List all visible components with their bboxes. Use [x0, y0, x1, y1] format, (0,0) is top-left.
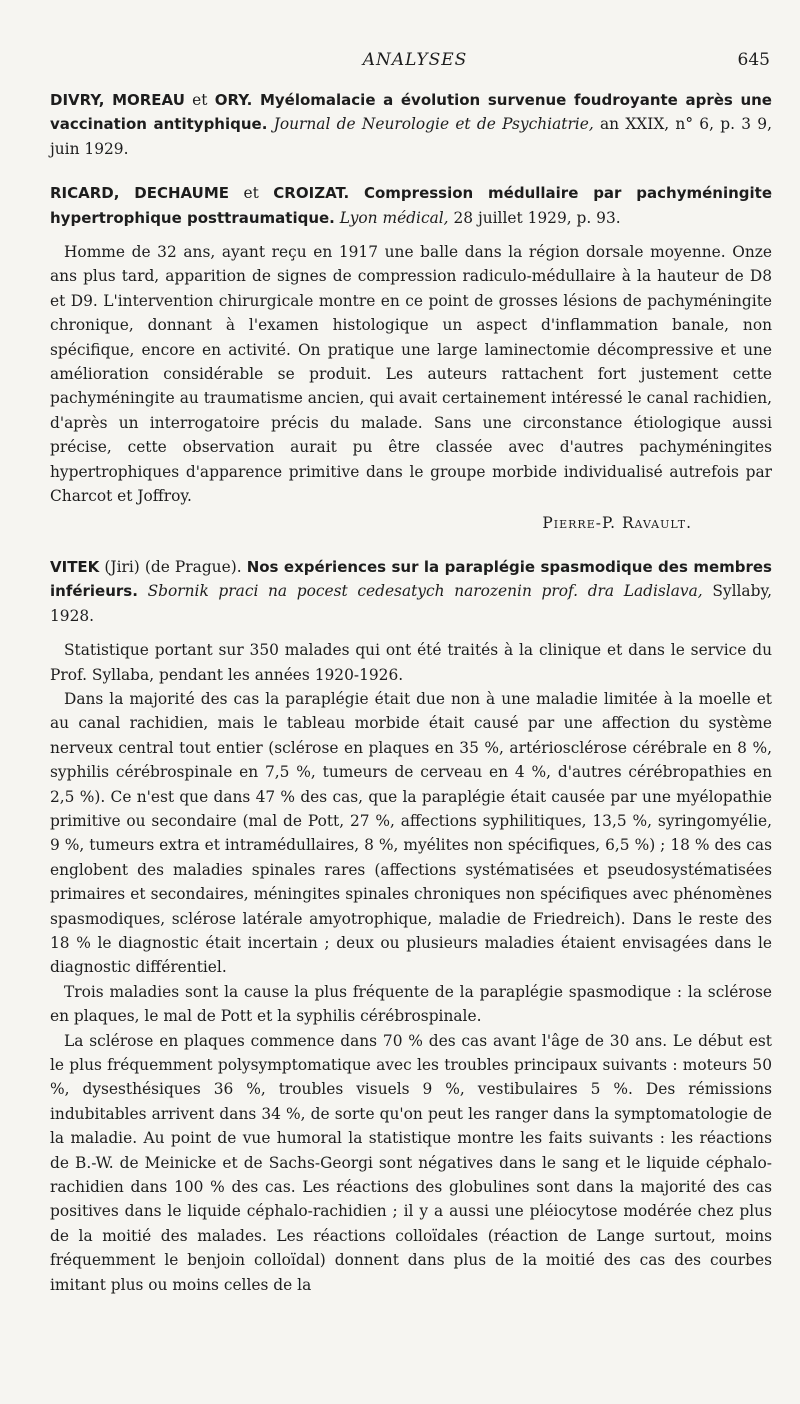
body-paragraph: La sclérose en plaques commence dans 70 % des cas avant l'âge de 30 ans. Le début est le plus fréquemment polysymptomatique avec les troubles principaux suivants : moteurs 50 %, dysesthésiques 36 %, troubles visuels 9 %, vestibulaires 5 %. Des rémissions indubitables arrivent dans 34 %, de sorte qu'on peut les ranger dans la symptomatologie de la maladie. Au point de vue humoral la statistique montre les faits suivants : les réactions de B.-W. de Meinicke et de Sachs-Georgi sont négatives dans le sang et le liquide céphalo-rachidien dans 100 % des cas. Les réactions des globulines sont dans la majorité des cas positives dans le liquide céphalo-rachidien ; il y a aussi une pléiocytose modérée chez plus de la moitié des malades. Les réactions colloïdales (réaction de Lange surtout, moins fréquemment le benjoin colloïdal) donnent dans plus de la moitié des cas des courbes imitant plus ou moins celles de la [50, 1031, 772, 1294]
entry-citation: Syllaby, 1928. [50, 582, 772, 625]
entry-connector: et [184, 91, 215, 109]
body-paragraph: Statistique portant sur 350 malades qui ont été traités à la clinique et dans le service du Prof. Syllaba, pendant les années 1920-1926. [50, 641, 772, 684]
entry-source: Lyon médical, [334, 208, 449, 227]
page-header [60, 50, 770, 74]
entry-citation: 28 juillet 1929, p. 93. [448, 208, 621, 227]
entry-heading [50, 181, 772, 230]
entry-authors-last: ORY. [214, 91, 253, 109]
entry-title: Nos expériences sur la paraplégie spasmodique des membres inférieurs. [50, 557, 772, 601]
entry-authors-last: CROIZAT. [273, 184, 350, 203]
page-content [50, 88, 772, 1317]
entry-title: Myélomalacie a évolution survenue foudroyante après une vaccination antityphique. [50, 91, 772, 134]
running-title: ANALYSES [362, 50, 468, 70]
page-number: 645 [737, 50, 770, 70]
entry-heading [50, 555, 772, 628]
entry-source: Sbornik praci na pocest cedesatych narozenin prof. dra Ladislava, [137, 582, 703, 601]
reviewer-signature: Pierre-P. Ravault. [542, 513, 692, 532]
entry-ricard [50, 181, 772, 535]
body-paragraph: Homme de 32 ans, ayant reçu en 1917 une balle dans la région dorsale moyenne. Onze ans plus tard, apparition de signes de compression radiculo-médullaire à la hauteur de D8 et D9. L'intervention chirurgicale montre en ce point de grosses lésions de pachyméningite chronique, donnant à l'examen histologique un aspect d'inflammation banale, non spécifique, encore en activité. On pratique une large laminectomie décompressive et une amélioration considérable se produit. Les auteurs rattachent fort justement cette pachyméningite au traumatisme ancien, qui avait certainement intéressé le canal rachidien, d'après un interrogatoire précis du malade. Sans une circonstance étiologique aussi précise, cette observation aurait pu être classée avec d'autres pachyméningites hypertrophiques d'apparence primitive dans le groupe morbide individualisé autrefois par Charcot et Joffroy. [50, 243, 772, 506]
entry-authors: RICARD, DECHAUME [50, 184, 230, 203]
entry-authors: DIVRY, MOREAU [50, 91, 185, 109]
body-paragraph: Dans la majorité des cas la paraplégie était due non à une maladie limitée à la moelle et au canal rachidien, mais le tableau morbide était causé par une affection du système nerveux central tout entier (sclérose en plaques en 35 %, artériosclérose cérébrale en 8 %, syphilis cérébrospinale en 7,5 %, tumeurs de cerveau en 4 %, d'autres cérébropathies en 2,5 %). Ce n'est que dans 47 % des cas, que la paraplégie était causée par une myélopathie primitive ou secondaire (mal de Pott, 27 %, affections syphilitiques, 13,5 %, syringomyélie, 9 %, tumeurs extra et intramédullaires, 8 %, myélites non spécifiques, 6,5 %) ; 18 % des cas englobent des maladies spinales rares (affections systématisées et pseudosystématisées primaires et secondaires, méningites spinales chroniques non spécifiques avec phénomènes spasmodiques, sclérose latérale amyotrophique, maladie de Friedreich). Dans le reste des 18 % le diagnostic était incertain ; deux ou plusieurs maladies étaient envisagées dans le diagnostic différentiel. [50, 689, 772, 977]
entry-vitek [50, 555, 772, 1297]
entry-connector: (Jiri) (de Prague). [99, 557, 247, 576]
entry-source: Journal de Neurologie et de Psychiatrie, [267, 115, 594, 134]
entry-connector: et [229, 184, 274, 203]
body-paragraph: Trois maladies sont la cause la plus fréquente de la paraplégie spasmodique : la sclérose en plaques, le mal de Pott et la syphilis cérébrospinale. [50, 982, 772, 1026]
entry-authors: VITEK [50, 557, 100, 576]
entry-title: Compression médullaire par pachyméningite hypertrophique posttraumatique. [50, 184, 772, 227]
entry-heading [50, 88, 772, 161]
entry-citation: an XXIX, n° 6, p. 3 9, juin 1929. [50, 115, 772, 158]
entry-divry [50, 88, 772, 161]
